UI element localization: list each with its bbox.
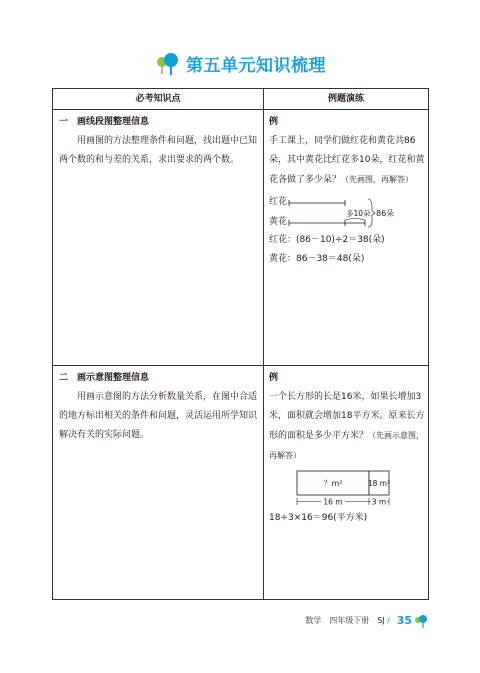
extension-label: 3 m xyxy=(371,497,387,507)
tree-logo-icon xyxy=(154,52,180,76)
segment-diagram xyxy=(269,193,425,231)
section-2-number: 二 xyxy=(59,373,69,383)
section-2-solution-line-1: 18÷3×16＝96(平方米) xyxy=(269,513,368,523)
section-2-body: 用画示意图的方法分析数量关系，在图中合适的地方标出相关的条件和问题，灵活运用所学知识解决有关的实际问题。 xyxy=(59,392,258,440)
section-1-example-label: 例 xyxy=(269,117,279,127)
section-1-title xyxy=(59,113,257,132)
total-label: 86朵 xyxy=(376,209,395,218)
section-1-heading: 画线段图整理信息 xyxy=(77,117,150,127)
section-1-problem-note: （先画图，再解答） xyxy=(341,175,414,184)
section-2-knowledge xyxy=(59,369,257,445)
section-1-solution-line-2: 黄花：86－38＝48(朵) xyxy=(269,254,365,264)
unknown-area-label: ？m² xyxy=(323,479,343,488)
rectangle-diagram xyxy=(269,469,425,509)
column-divider xyxy=(263,89,264,599)
section-2-example-label: 例 xyxy=(269,373,279,383)
section-2-heading: 画示意图整理信息 xyxy=(77,373,150,383)
section-1-knowledge xyxy=(59,113,257,170)
page-header xyxy=(0,51,480,80)
section-1-body: 用画图的方法整理条件和问题，找出题中已知两个数的和与差的关系，求出要求的两个数。 xyxy=(59,136,258,165)
page-title: 第五单元知识梳理 xyxy=(186,56,326,76)
section-divider xyxy=(53,365,428,366)
difference-label: 多10朵 xyxy=(346,209,371,218)
section-2-problem xyxy=(269,388,425,466)
footer-tree-icon xyxy=(414,614,428,628)
section-2-example xyxy=(269,369,425,528)
section-2-title xyxy=(59,369,257,388)
red-flower-label: 红花 xyxy=(269,197,288,207)
col2-header: 例题演练 xyxy=(327,94,364,104)
knowledge-table xyxy=(52,88,429,600)
page-footer xyxy=(0,613,480,629)
section-2-problem-text: 一个长方形的长是16米，如果长增加3米，面积就会增加18平方米。原来长方形的面积是多少平方米？ xyxy=(269,392,425,441)
col1-header: 必考知识点 xyxy=(135,94,181,104)
footer-info xyxy=(305,613,390,629)
footer-slash: / xyxy=(387,616,390,625)
length-label: 16 m xyxy=(323,497,343,507)
section-1-number: 一 xyxy=(59,117,69,127)
section-1-example xyxy=(269,113,425,269)
footer-subject: 数学 四年级下册 SJ xyxy=(305,616,385,625)
page-number: 35 xyxy=(396,614,412,627)
header-divider xyxy=(53,109,428,110)
section-1-solution-line-1: 红花：(86－10)÷2＝38(朵) xyxy=(269,235,385,245)
yellow-flower-label: 黄花 xyxy=(269,217,288,227)
section-1-problem xyxy=(269,132,425,190)
difference-brace xyxy=(345,219,365,221)
section-1-problem-text: 手工课上，同学们做红花和黄花共86朵，其中黄花比红花多10朵，红花和黄花各做了多少朵？ xyxy=(269,136,425,185)
added-area-label: 18 m² xyxy=(367,479,391,488)
section-2-problem-note: （先画示意图，再解答） xyxy=(269,431,425,460)
